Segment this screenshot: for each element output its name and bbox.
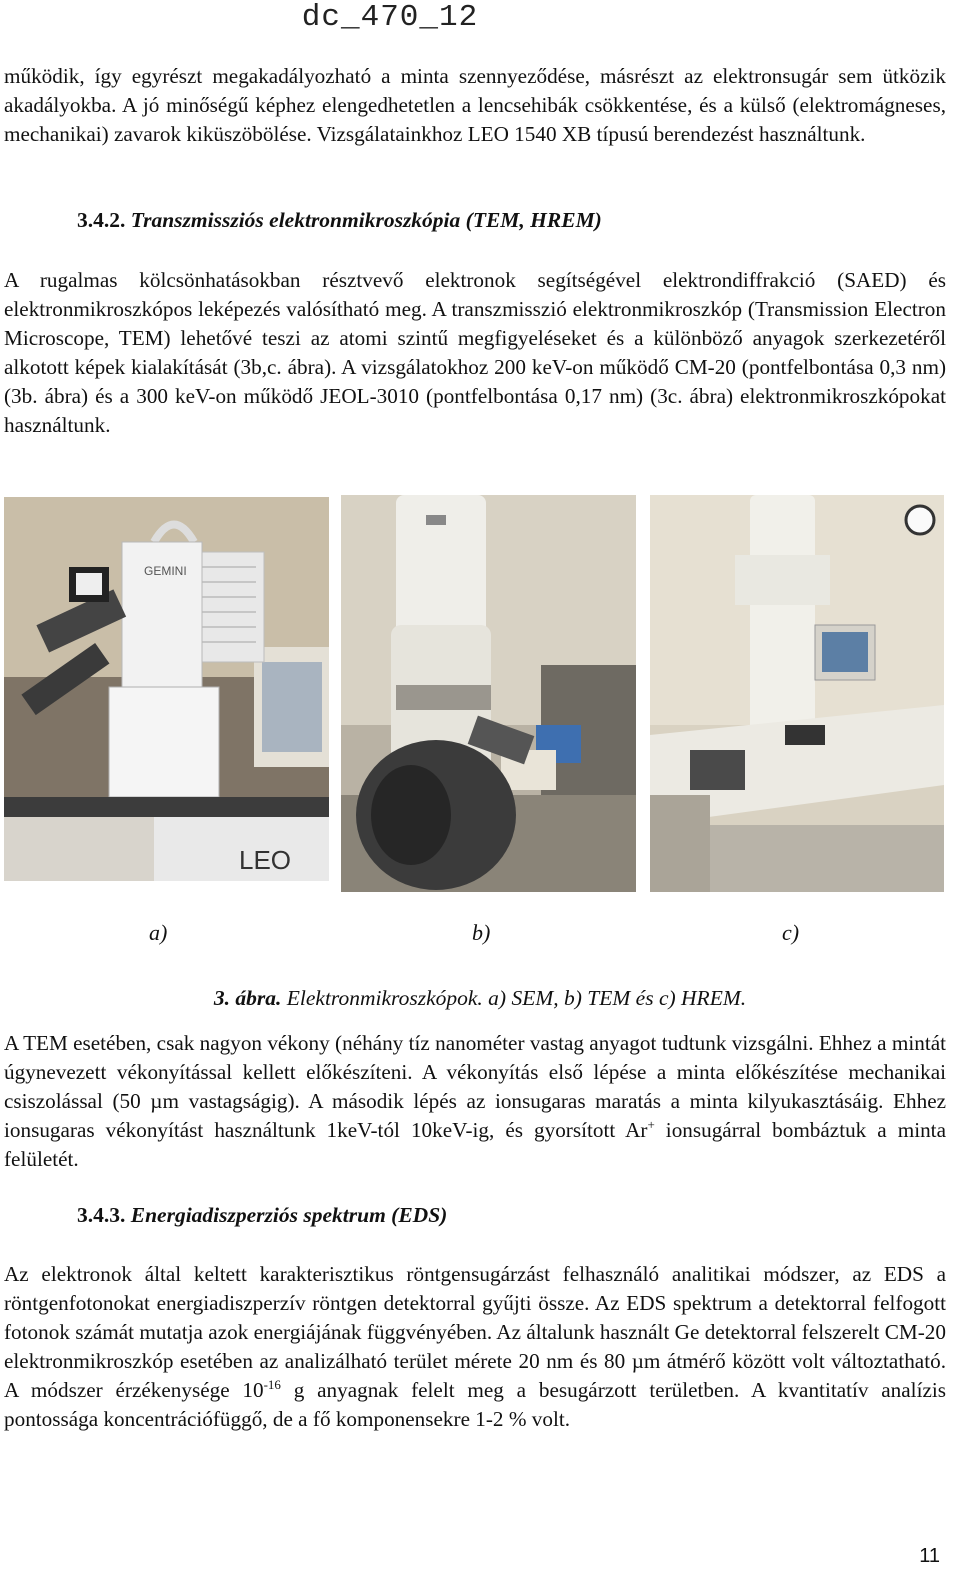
tem-prep-text: A TEM esetében, csak nagyon vékony (néhány tíz nanométer vastag anyagot tudtunk vizsgálni. Ehhez a mintát úgynevezett vékonyítással kellett előkészíteni. A vékonyítás első lépése a minta előkészítése mechanikai csiszolással (50 µm vastagságig). A második lépés az ionsugaras maratás a minta kilyukasztásáig. Ehhez ionsugaras vékonyítást használtunk 1keV-tól 10keV-ig, és gyorsított Ar (4, 1031, 946, 1143)
intro-paragraph: működik, így egyrészt megakadályozható a minta szennyeződése, másrészt az elektronsugár sem ütközik akadályokba. A jó minőségű képhez elengedhetetlen a lencsehibák csökkentése, és a külső (elektromágneses, mechanikai) zavarok kiküszöbölése. Vizsgálatainkhoz LEO 1540 XB típusú berendezést használtunk. (4, 64, 946, 147)
figure-caption-prefix: 3. ábra. (213, 986, 282, 1010)
leo-label: LEO (239, 845, 292, 875)
hrem-photo (650, 495, 944, 892)
figure-label-b: b) (472, 920, 491, 945)
sensitivity-exponent: -16 (263, 1377, 281, 1393)
document-code-header: dc_470_12 (301, 0, 479, 35)
section-title: Transzmissziós elektronmikroszkópia (TEM, HREM) (130, 208, 602, 232)
tem-intro-paragraph: A rugalmas kölcsönhatásokban résztvevő elektronok segítségével elektrondiffrakció (SAED) és elektronmikroszkópos leképezés valósítható meg. A transzmisszió elektronmikroszkóp (Transmission Electron Microscope, TEM) lehetővé teszi az atomi szintű megfigyeléseket és a különböző anyagok szerkezetéről alkotott képek kialakítását (3b,c. ábra). A vizsgálatokhoz 200 keV-on működő CM-20 (pontfelbontása 0,3 nm) (3b. ábra) és a 300 keV-on működő JEOL-3010 (pontfelbontása 0,17 nm) (3c. ábra) elektronmikroszkópokat használtunk. (4, 268, 946, 438)
section-number: 3.4.3. (77, 1203, 126, 1227)
gemini-label: GEMINI (144, 564, 187, 578)
figure-label-c: c) (782, 920, 800, 945)
eds-text-end: g anyagnak felelt meg a besugárzott területben. A kvantitatív analízis pontossága koncentrációfüggő, de a fő komponensekre 1-2 % volt. (4, 1378, 946, 1432)
eds-paragraph (4, 1260, 946, 1435)
ar-superscript: + (647, 1117, 655, 1133)
tem-microscope-image (341, 495, 636, 892)
tem-prep-text-end: ionsugárral bombáztuk a minta felületét. (4, 1118, 946, 1172)
figure-label-a: a) (149, 920, 168, 945)
eds-text: Az elektronok által keltett karakterisztikus röntgensugárzást felhasználó analitikai módszer, az EDS a röntgenfotonokat energiadiszperzív röntgen detektorral gyűjti össze. Az EDS spektrum a detektorral felfogott fotonok számát mutatja azok energiájának függvényében. Az általunk használt Ge detektorral felszerelt CM-20 elektronmikroszkóp esetében az analizálható terület mérete 20 nm és 80 µm átmérő között volt változtatható. A módszer érzékenysége 10 (4, 1262, 946, 1403)
section-heading-342 (77, 208, 602, 233)
page-number: 11 (919, 1545, 940, 1567)
sem-photo (4, 497, 329, 881)
tem-preparation-paragraph (4, 1029, 946, 1174)
section-heading-343 (77, 1203, 447, 1228)
hrem-microscope-image (650, 495, 944, 892)
tem-photo (341, 495, 636, 892)
section-number: 3.4.2. (77, 208, 126, 232)
figure-caption (0, 986, 960, 1011)
sem-microscope-image (4, 497, 329, 881)
figure-caption-text: Elektronmikroszkópok. a) SEM, b) TEM és c) HREM. (286, 986, 747, 1010)
section-title: Energiadiszperziós spektrum (EDS) (130, 1203, 448, 1227)
